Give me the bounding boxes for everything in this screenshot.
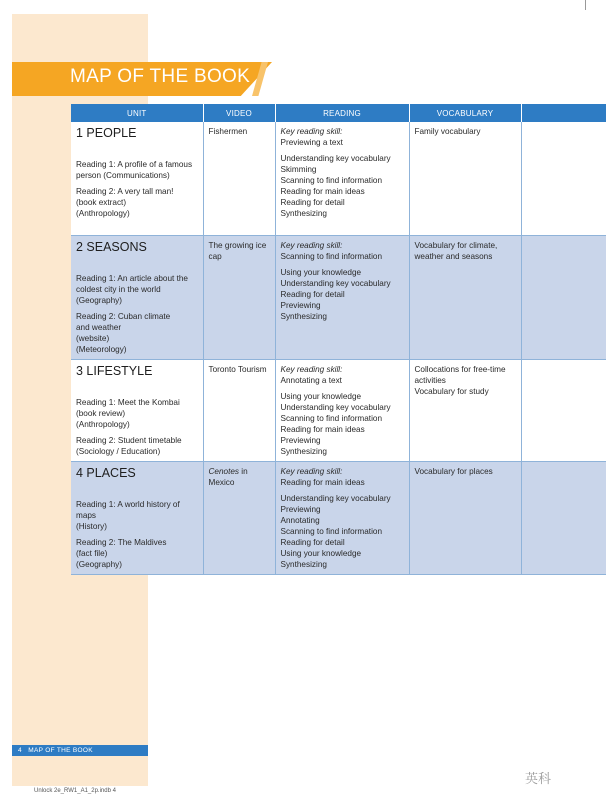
video-title-rest: in Mexico <box>208 466 248 487</box>
reading-line: Reading 1: An article about the <box>76 273 188 283</box>
unit-cell <box>71 359 203 461</box>
vocabulary-cell: Vocabulary for climate, weather and seasons <box>409 235 521 359</box>
column-header-reading: READING <box>275 104 409 122</box>
vocabulary-item: Collocations for free-time activities <box>414 364 506 385</box>
unit-cell <box>71 461 203 574</box>
unit-cell <box>71 122 203 235</box>
unit-title: 3 LIFESTYLE <box>76 363 153 378</box>
reading-cell <box>275 359 409 461</box>
skill-item: Reading for detail <box>280 289 345 299</box>
key-skill-label: Key reading skill: <box>280 240 343 250</box>
table-row <box>71 122 606 235</box>
skill-item: Understanding key vocabulary <box>280 402 391 412</box>
skill-item: Scanning to find information <box>280 176 382 185</box>
reading-line: (History) <box>76 521 107 531</box>
reading-line: (Geography) <box>76 295 122 305</box>
reading-line: (Anthropology) <box>76 419 130 429</box>
reading-line: (fact file) <box>76 548 108 558</box>
skill-item: Using your knowledge <box>280 391 362 401</box>
table-row <box>71 461 606 574</box>
skill-item: Understanding key vocabulary <box>280 278 391 288</box>
reading-line: Reading 2: The Maldives <box>76 537 167 547</box>
map-table <box>71 104 606 575</box>
key-skill: Scanning to find information <box>280 251 382 261</box>
skill-item: Reading for detail <box>280 198 345 207</box>
unit-title: 1 PEOPLE <box>76 126 137 140</box>
skill-item: Synthesizing <box>280 446 327 456</box>
skill-item: Previewing <box>280 504 321 514</box>
table-header-row <box>71 104 606 122</box>
vocabulary-cell: Vocabulary for places <box>409 461 521 574</box>
video-cell: Toronto Tourism <box>203 359 275 461</box>
video-cell: The growing ice cap <box>203 235 275 359</box>
watermark-text: 英科 <box>525 772 552 787</box>
unit-cell <box>71 235 203 359</box>
extra-cell <box>521 122 606 235</box>
skill-item: Skimming <box>280 165 317 174</box>
video-title-italic: Cenotes <box>208 466 239 476</box>
extra-cell <box>521 461 606 574</box>
reading-line: Reading 1: A profile of a famous <box>76 160 193 169</box>
skill-item: Annotating <box>280 515 320 525</box>
skill-item: Using your knowledge <box>280 267 362 277</box>
reading-line: Reading 2: Cuban climate <box>76 311 171 321</box>
reading-cell <box>275 461 409 574</box>
reading-line: Reading 1: A world history of maps <box>76 499 180 520</box>
column-header-unit: UNIT <box>71 104 203 122</box>
reading-line: (Geography) <box>76 559 122 569</box>
crop-mark <box>585 0 586 10</box>
vocabulary-item: Vocabulary for study <box>414 386 489 396</box>
skill-item: Understanding key vocabulary <box>280 154 391 163</box>
skill-item: Synthesizing <box>280 209 327 218</box>
key-skill: Previewing a text <box>280 138 343 147</box>
footer-section: MAP OF THE BOOK <box>28 747 93 754</box>
reading-line: Reading 2: A very tall man! <box>76 187 174 196</box>
table-row <box>71 235 606 359</box>
extra-cell <box>521 235 606 359</box>
column-header-vocabulary: VOCABULARY <box>409 104 521 122</box>
key-skill: Annotating a text <box>280 375 342 385</box>
key-skill-label: Key reading skill: <box>280 466 343 476</box>
skill-item: Using your knowledge <box>280 548 362 558</box>
reading-line: (book extract) <box>76 198 127 207</box>
reading-line: (Sociology / Education) <box>76 446 161 456</box>
key-skill-label: Key reading skill: <box>280 364 343 374</box>
reading-line: Reading 1: Meet the Kombai <box>76 397 180 407</box>
unit-title: 2 SEASONS <box>76 239 147 254</box>
skill-item: Reading for main ideas <box>280 187 365 196</box>
skill-item: Understanding key vocabulary <box>280 493 391 503</box>
page-number: 4 <box>18 747 22 754</box>
reading-line: coldest city in the world <box>76 284 161 294</box>
table-row <box>71 359 606 461</box>
footer-label <box>18 745 93 756</box>
skill-item: Reading for main ideas <box>280 424 365 434</box>
column-header-extra <box>521 104 606 122</box>
reading-line: (Anthropology) <box>76 209 130 218</box>
reading-cell <box>275 122 409 235</box>
reading-line: (website) <box>76 333 110 343</box>
vocabulary-cell <box>409 359 521 461</box>
skill-item: Synthesizing <box>280 311 327 321</box>
column-header-video: VIDEO <box>203 104 275 122</box>
reading-cell <box>275 235 409 359</box>
key-skill-label: Key reading skill: <box>280 127 343 136</box>
skill-item: Synthesizing <box>280 559 327 569</box>
skill-item: Reading for detail <box>280 537 345 547</box>
page-title: MAP OF THE BOOK <box>70 66 251 87</box>
reading-line: Reading 2: Student timetable <box>76 435 182 445</box>
unit-title: 4 PLACES <box>76 465 136 480</box>
extra-cell <box>521 359 606 461</box>
reading-line: (Meteorology) <box>76 344 127 354</box>
reading-line: person (Communications) <box>76 171 170 180</box>
print-file-name: Unlock 2e_RW1_A1_2p.indb 4 <box>34 788 116 794</box>
video-cell: Fishermen <box>203 122 275 235</box>
skill-item: Previewing <box>280 300 321 310</box>
skill-item: Scanning to find information <box>280 526 382 536</box>
reading-line: and weather <box>76 322 122 332</box>
video-cell <box>203 461 275 574</box>
reading-line: (book review) <box>76 408 126 418</box>
key-skill: Reading for main ideas <box>280 477 365 487</box>
skill-item: Scanning to find information <box>280 413 382 423</box>
vocabulary-cell: Family vocabulary <box>409 122 521 235</box>
skill-item: Previewing <box>280 435 321 445</box>
